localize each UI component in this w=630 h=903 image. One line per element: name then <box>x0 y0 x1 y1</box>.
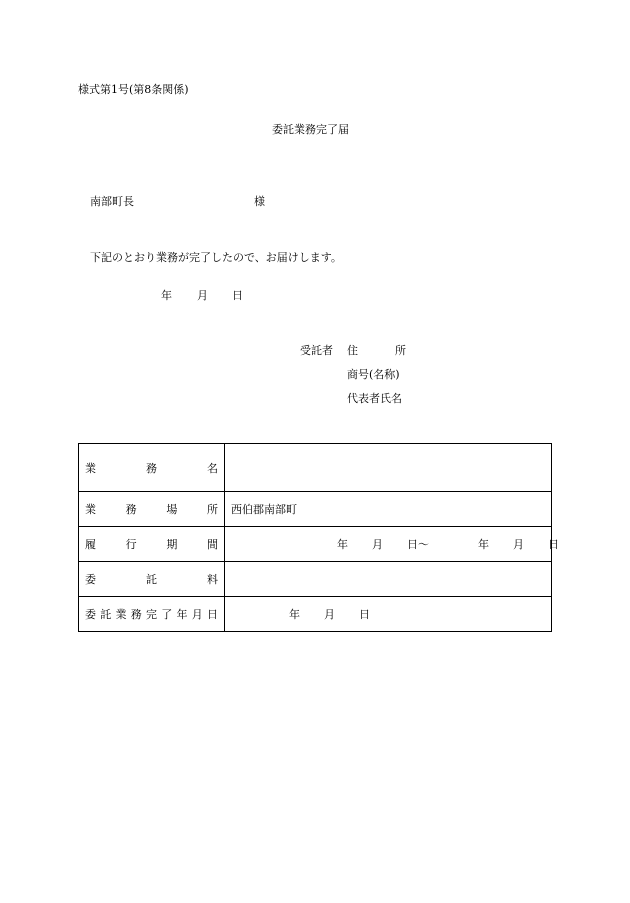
row-label-completion-date <box>79 597 225 632</box>
address-char: 住 <box>347 344 358 357</box>
business-name-value[interactable] <box>225 444 552 492</box>
period-from-day: 日～ <box>407 538 429 551</box>
label-char: 委 <box>85 608 96 621</box>
date-month: 月 <box>197 289 208 302</box>
label-char: 期 <box>166 538 178 551</box>
business-location-value[interactable]: 西伯郡南部町 <box>225 492 552 527</box>
label-char: 月 <box>191 608 203 621</box>
label-char: 業 <box>115 608 127 621</box>
label-char: 料 <box>207 573 218 586</box>
table-row <box>79 527 552 562</box>
commission-fee-value[interactable] <box>225 562 552 597</box>
row-label-performance-period <box>79 527 225 562</box>
completion-year: 年 <box>289 608 300 621</box>
page-title: 委託業務完了届 <box>272 123 349 136</box>
label-char: 間 <box>206 538 218 551</box>
addressee-name: 南部町長 <box>90 195 134 208</box>
form-reference: 様式第1号(第8条関係) <box>78 83 189 96</box>
period-to-day: 日 <box>548 538 559 551</box>
contractor-label: 受託者 <box>300 344 333 357</box>
table-row <box>79 492 552 527</box>
row-label-business-location <box>79 492 225 527</box>
row-label-business-name <box>79 444 225 492</box>
label-char: 委 <box>85 573 96 586</box>
label-char: 託 <box>100 608 112 621</box>
label-char: 完 <box>146 608 157 621</box>
label-char: 業 <box>85 461 96 475</box>
completion-date-value[interactable] <box>225 597 552 632</box>
body-text: 下記のとおり業務が完了したので、お届けします。 <box>90 251 342 264</box>
contractor-address-label <box>347 342 406 358</box>
label-char: 行 <box>125 538 137 551</box>
period-to-year: 年 <box>478 538 489 551</box>
label-char: 年 <box>176 608 188 621</box>
table-row <box>79 562 552 597</box>
date-day: 日 <box>232 289 243 302</box>
period-from-year: 年 <box>337 538 348 551</box>
table-row <box>79 444 552 492</box>
label-char: 日 <box>207 608 218 621</box>
contractor-trade-name-label: 商号(名称) <box>347 368 400 381</box>
addressee-honorific: 様 <box>254 195 265 208</box>
row-label-commission-fee <box>79 562 225 597</box>
label-char: 務 <box>146 461 157 475</box>
details-table <box>78 443 559 632</box>
table-row <box>79 597 552 632</box>
completion-day: 日 <box>359 608 370 621</box>
label-char: 所 <box>206 503 218 516</box>
label-char: 場 <box>166 503 178 516</box>
period-from-month: 月 <box>372 538 383 551</box>
label-char: 了 <box>161 608 173 621</box>
address-char: 所 <box>395 344 406 357</box>
date-year: 年 <box>161 289 172 302</box>
label-char: 名 <box>207 461 218 475</box>
label-char: 務 <box>125 503 137 516</box>
contractor-representative-label: 代表者氏名 <box>347 392 402 405</box>
period-to-month: 月 <box>513 538 524 551</box>
label-char: 履 <box>85 538 96 551</box>
completion-month: 月 <box>324 608 335 621</box>
label-char: 託 <box>146 573 157 586</box>
label-char: 務 <box>130 608 142 621</box>
performance-period-value[interactable] <box>225 527 559 562</box>
label-char: 業 <box>85 503 96 516</box>
